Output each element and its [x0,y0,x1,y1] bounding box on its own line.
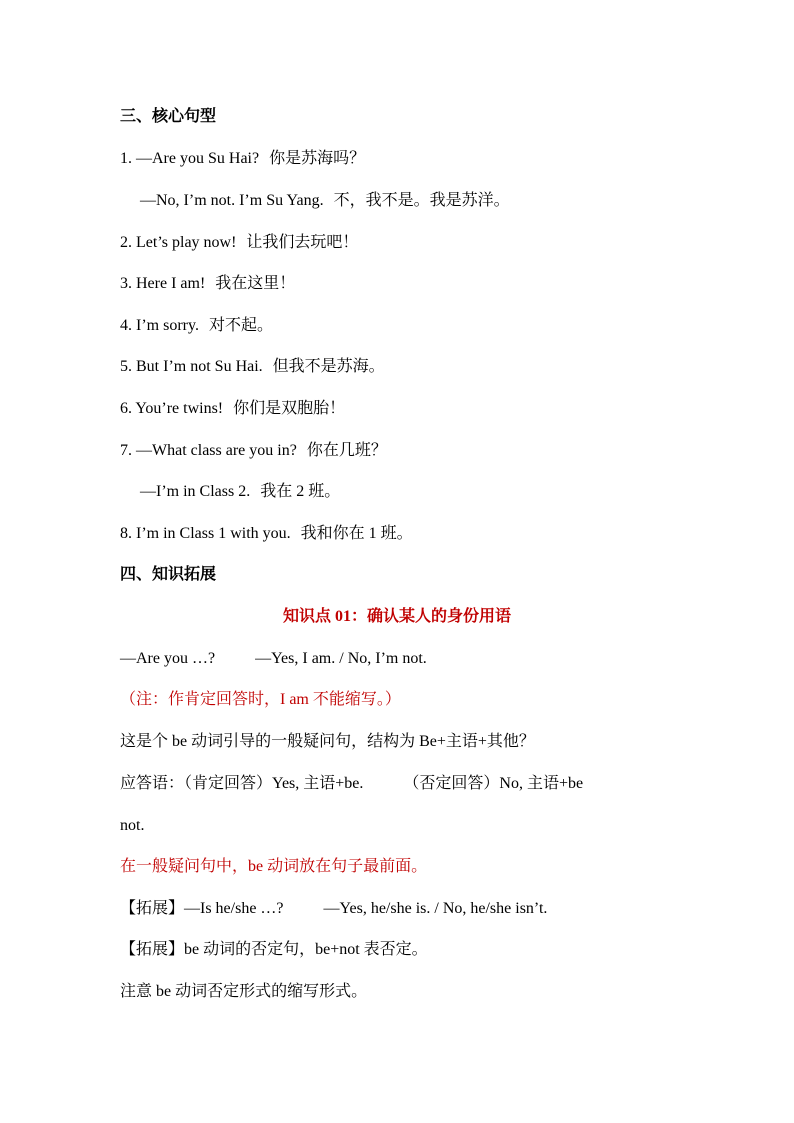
extension-question-pattern: 【拓展】—Is he/she …? —Yes, he/she is. / No, he/she isn’t. [120,900,548,917]
sentence-item: —I’m in Class 2. 我在 2 班。 [140,483,341,500]
sentence-item: —No, I’m not. I’m Su Yang. 不，我不是。我是苏洋。 [140,192,510,209]
sentence-item: 8. I’m in Class 1 with you. 我和你在 1 班。 [120,525,413,542]
sentence-item: 7. —What class are you in? 你在几班？ [120,442,387,459]
section-heading-core-sentences: 三、核心句型 [120,108,217,125]
knowledge-point-title: 知识点 01：确认某人的身份用语 [282,608,511,625]
section-heading-knowledge-extension: 四、知识拓展 [120,566,217,583]
answer-pattern-continuation: not. [120,817,145,834]
sentence-item: 5. But I’m not Su Hai. 但我不是苏海。 [120,358,385,375]
rule-text: 在一般疑问句中，be 动词放在句子最前面。 [120,858,428,875]
structure-text: 这是个 be 动词引导的一般疑问句，结构为 Be+主语+其他？ [120,733,535,750]
contraction-note: 注意 be 动词否定形式的缩写形式。 [120,983,368,1000]
question-answer-pattern: —Are you …? —Yes, I am. / No, I’m not. [120,650,427,667]
sentence-item: 6. You’re twins! 你们是双胞胎！ [120,400,346,417]
sentence-item: 3. Here I am! 我在这里！ [120,275,296,292]
extension-negative-text: 【拓展】be 动词的否定句，be+not 表否定。 [120,941,428,958]
sentence-item: 1. —Are you Su Hai? 你是苏海吗？ [120,150,366,167]
sentence-item: 2. Let’s play now! 让我们去玩吧！ [120,234,359,251]
answer-pattern: 应答语：（肯定回答）Yes, 主语+be. （否定回答）No, 主语+be [120,775,584,792]
note-text: （注：作肯定回答时，I am 不能缩写。） [120,691,401,708]
sentence-item: 4. I’m sorry. 对不起。 [120,317,273,334]
